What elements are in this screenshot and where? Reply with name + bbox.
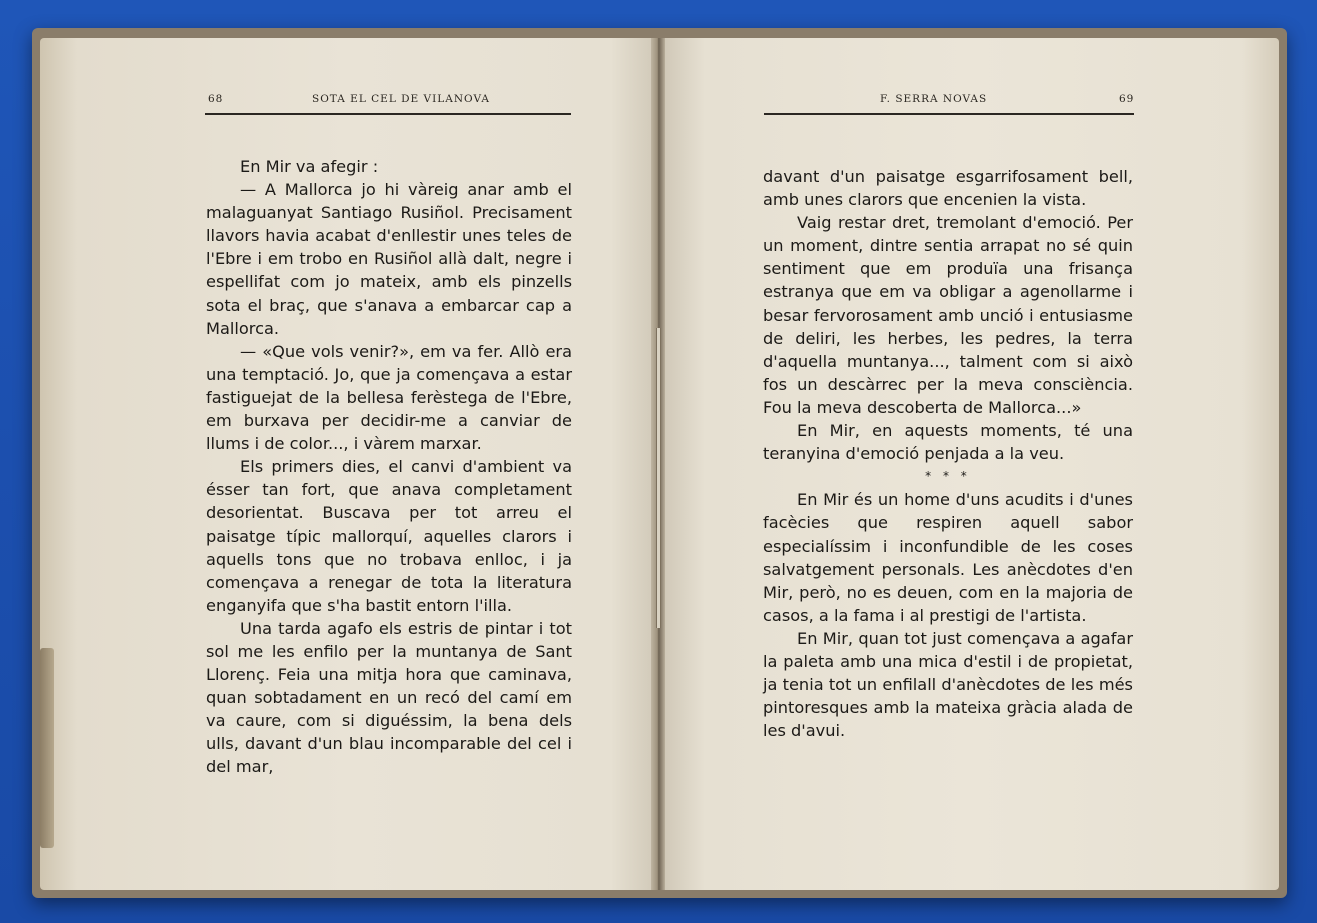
right-page-number: 69 bbox=[1119, 93, 1135, 105]
binding-thread bbox=[656, 328, 661, 628]
section-separator: * * * bbox=[925, 469, 971, 484]
right-running-title: F. SERRA NOVAS bbox=[880, 93, 988, 105]
right-page-text bbox=[763, 165, 1133, 742]
left-header-rule bbox=[205, 113, 571, 115]
right-paragraph: davant d'un paisatge esgarrifosament bell, amb unes clarors que encenien la vista. bbox=[763, 167, 1133, 210]
left-running-title: SOTA EL CEL DE VILANOVA bbox=[312, 93, 490, 105]
right-paragraph: En Mir, quan tot just començava a agafar la paleta amb una mica d'estil i de propietat, ja tenia tot un enfilall d'anècdotes de les més pintoresques amb la mateixa gràcia alada de les d'avui. bbox=[763, 628, 1133, 741]
left-paragraph: Els primers dies, el canvi d'ambient va ésser tan fort, que anava completament desorientat. Buscava per tot arreu el paisatge típic mallorquí, aquelles clarors i aquells tons que no trobava enlloc, i ja començava a renegar de tota la literatura enganyifa que s'ha bastit entorn l'illa. bbox=[206, 457, 572, 615]
page-edge-stain bbox=[40, 648, 54, 848]
right-header-rule bbox=[764, 113, 1134, 115]
left-page-number: 68 bbox=[208, 93, 224, 105]
left-paragraph: — A Mallorca jo hi vàreig anar amb el malaguanyat Santiago Rusiñol. Precisament llavors havia acabat d'enllestir unes teles de l'Ebre i em trobo en Rusiñol allà dalt, negre i espellifat com jo mateix, amb els pinzells sota el braç, que s'anava a embarcar cap a Mallorca. bbox=[206, 180, 572, 338]
left-page-text bbox=[206, 155, 572, 779]
left-paragraph: — «Que vols venir?», em va fer. Allò era una temptació. Jo, que ja començava a estar fastiguejat de la bellesa ferèstega de l'Ebre, em burxava per decidir-me a canviar de llums i de color..., i vàrem marxar. bbox=[206, 341, 572, 454]
left-paragraph: En Mir va afegir : bbox=[240, 157, 379, 176]
right-paragraph: Vaig restar dret, tremolant d'emoció. Per un moment, dintre sentia arrapat no sé quin sentiment que em produïa una frisança estranya que em va obligar a agenollarme i besar fervorosament amb unció i entusiasme de deliri, les herbes, les pedres, la terra d'aquella muntanya..., talment com si això fos un descàrrec per la meva consciència. Fou la meva descoberta de Mallorca...» bbox=[763, 213, 1133, 417]
left-paragraph: Una tarda agafo els estris de pintar i tot sol me les enfilo per la muntanya de Sant Llorenç. Feia una mitja hora que caminava, quan sobtadament en un recó del camí em va caure, com si diguéssim, la bena dels ulls, davant d'un blau incomparable del cel i del mar, bbox=[206, 618, 572, 777]
right-paragraph: En Mir és un home d'uns acudits i d'unes facècies que respiren aquell sabor especialíssim i inconfundible de les coses salvatgement personals. Les anècdotes d'en Mir, però, no es deuen, com en la majoria de casos, a la fama i al prestigi de l'artista. bbox=[763, 490, 1133, 625]
right-paragraph: En Mir, en aquests moments, té una teranyina d'emoció penjada a la veu. bbox=[763, 421, 1133, 464]
